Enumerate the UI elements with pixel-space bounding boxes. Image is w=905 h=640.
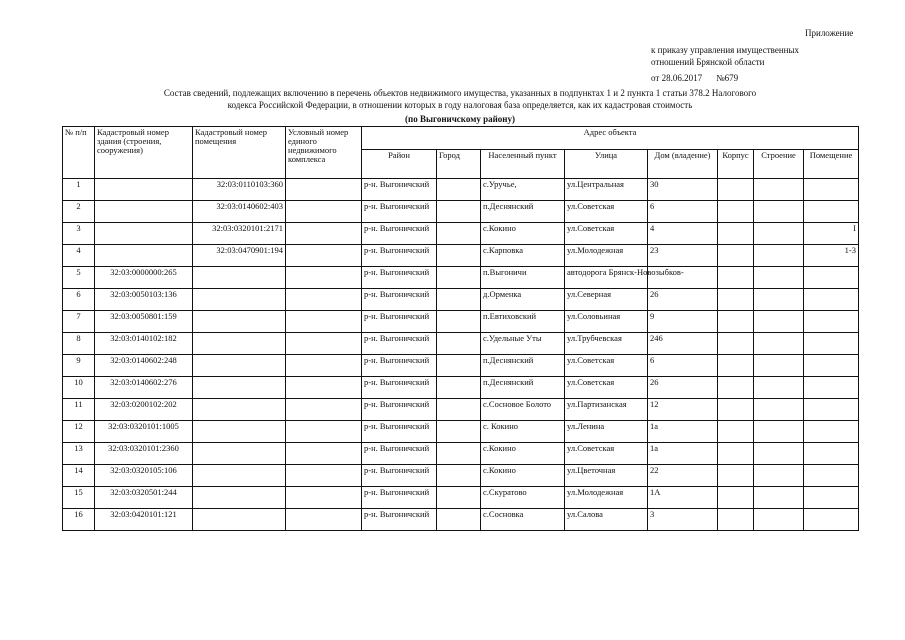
property-register-table [62, 126, 859, 531]
house-cell: 1А [648, 487, 718, 509]
room-cadastral-number [193, 289, 286, 311]
street-cell: ул.Трубчевская [565, 333, 648, 355]
building-cadastral-number: 32:03:0320501:244 [95, 487, 193, 509]
house-cell: 6 [648, 201, 718, 223]
city-cell [437, 245, 481, 267]
row-number: 15 [63, 487, 95, 509]
house-cell: 23 [648, 245, 718, 267]
row-number: 4 [63, 245, 95, 267]
settlement-cell: д.Орменка [481, 289, 565, 311]
settlement-cell: с. Кокино [481, 421, 565, 443]
house-cell: 9 [648, 311, 718, 333]
table-row [63, 421, 859, 443]
stroenie-cell [754, 443, 804, 465]
room-cadastral-number: 32:03:0110103:360 [193, 179, 286, 201]
district-cell: р-н. Выгоничский [362, 443, 437, 465]
table-row [63, 443, 859, 465]
city-cell [437, 509, 481, 531]
stroenie-cell [754, 377, 804, 399]
stroenie-cell [754, 201, 804, 223]
stroenie-cell [754, 245, 804, 267]
table-row [63, 289, 859, 311]
settlement-cell: с.Кокино [481, 443, 565, 465]
row-number: 5 [63, 267, 95, 289]
stroenie-cell [754, 267, 804, 289]
room-cadastral-number [193, 311, 286, 333]
room-cadastral-number [193, 421, 286, 443]
room-cadastral-number [193, 487, 286, 509]
table-row [63, 509, 859, 531]
city-cell [437, 487, 481, 509]
building-cadastral-number: 32:03:0320101:1005 [95, 421, 193, 443]
header-address-group: Адрес объекта [362, 127, 859, 150]
document-title-line-2: кодекса Российской Федерации, в отношении которых в году налоговая база определяется, как их кадастровая стоимость [227, 100, 693, 110]
korpus-cell [718, 289, 754, 311]
room-cadastral-number [193, 377, 286, 399]
street-cell: ул.Салова [565, 509, 648, 531]
street-cell: ул.Северная [565, 289, 648, 311]
header-street: Улица [565, 150, 648, 179]
room-cell [804, 443, 859, 465]
district-cell: р-н. Выгоничский [362, 355, 437, 377]
korpus-cell [718, 377, 754, 399]
conditional-number [286, 355, 362, 377]
settlement-cell: п.Деснянский [481, 201, 565, 223]
conditional-number [286, 377, 362, 399]
stroenie-cell [754, 311, 804, 333]
house-cell: 30 [648, 179, 718, 201]
table-row [63, 333, 859, 355]
building-cadastral-number: 32:03:0320101:2360 [95, 443, 193, 465]
conditional-number [286, 311, 362, 333]
city-cell [437, 465, 481, 487]
stroenie-cell [754, 355, 804, 377]
conditional-number [286, 421, 362, 443]
row-number: 6 [63, 289, 95, 311]
city-cell [437, 179, 481, 201]
conditional-number [286, 509, 362, 531]
korpus-cell [718, 267, 754, 289]
table-row [63, 201, 859, 223]
order-date-number [651, 72, 738, 84]
house-cell: 26 [648, 289, 718, 311]
row-number: 13 [63, 443, 95, 465]
street-cell: ул.Центральная [565, 179, 648, 201]
house-cell: 6 [648, 355, 718, 377]
order-reference-line-1: к приказу управления имущественных [651, 45, 800, 55]
korpus-cell [718, 487, 754, 509]
order-reference-line-2: отношений Брянской области [651, 57, 765, 67]
district-cell: р-н. Выгоничский [362, 311, 437, 333]
house-cell: 246 [648, 333, 718, 355]
district-cell: р-н. Выгоничский [362, 179, 437, 201]
table-row [63, 487, 859, 509]
building-cadastral-number: 32:03:0140602:248 [95, 355, 193, 377]
appendix-label: Приложение [805, 28, 854, 38]
room-cell [804, 355, 859, 377]
settlement-cell: с.Карповка [481, 245, 565, 267]
table-row [63, 223, 859, 245]
building-cadastral-number: 32:03:0140102:182 [95, 333, 193, 355]
conditional-number [286, 443, 362, 465]
district-cell: р-н. Выгоничский [362, 201, 437, 223]
settlement-cell: с.Удельные Уты [481, 333, 565, 355]
conditional-number [286, 245, 362, 267]
row-number: 14 [63, 465, 95, 487]
stroenie-cell [754, 399, 804, 421]
room-cell [804, 377, 859, 399]
street-cell: ул.Советская [565, 443, 648, 465]
settlement-cell: с.Скуратово [481, 487, 565, 509]
header-conditional-number: Условный номер единого недвижимого комплекса [286, 127, 362, 179]
building-cadastral-number: 32:03:0000000:265 [95, 267, 193, 289]
street-cell: ул.Ленина [565, 421, 648, 443]
korpus-cell [718, 443, 754, 465]
district-cell: р-н. Выгоничский [362, 267, 437, 289]
street-cell: ул.Советская [565, 201, 648, 223]
row-number: 16 [63, 509, 95, 531]
room-cadastral-number [193, 509, 286, 531]
header-city: Город [437, 150, 481, 179]
stroenie-cell [754, 223, 804, 245]
building-cadastral-number: 32:03:0420101:121 [95, 509, 193, 531]
header-stroenie: Строение [754, 150, 804, 179]
city-cell [437, 311, 481, 333]
building-cadastral-number [95, 201, 193, 223]
city-cell [437, 399, 481, 421]
korpus-cell [718, 333, 754, 355]
settlement-cell: с.Сосновка [481, 509, 565, 531]
district-cell: р-н. Выгоничский [362, 333, 437, 355]
district-cell: р-н. Выгоничский [362, 509, 437, 531]
header-num: № п/п [63, 127, 95, 179]
table-row [63, 311, 859, 333]
table-row [63, 245, 859, 267]
header-settlement: Населенный пункт [481, 150, 565, 179]
settlement-cell: п.Деснянский [481, 377, 565, 399]
row-number: 2 [63, 201, 95, 223]
table-row [63, 267, 859, 289]
conditional-number [286, 487, 362, 509]
room-cell: 1-3 [804, 245, 859, 267]
room-cell [804, 421, 859, 443]
room-cell [804, 201, 859, 223]
city-cell [437, 377, 481, 399]
building-cadastral-number: 32:03:0320105:106 [95, 465, 193, 487]
street-cell: ул.Соловьиная [565, 311, 648, 333]
korpus-cell [718, 421, 754, 443]
building-cadastral-number: 32:03:0050103:136 [95, 289, 193, 311]
street-cell: ул.Советская [565, 355, 648, 377]
table-row [63, 465, 859, 487]
house-cell: 1а [648, 421, 718, 443]
conditional-number [286, 465, 362, 487]
header-district: Район [362, 150, 437, 179]
document-title-district: (по Выгоничскому району) [405, 114, 515, 124]
room-cell [804, 333, 859, 355]
district-cell: р-н. Выгоничский [362, 421, 437, 443]
stroenie-cell [754, 179, 804, 201]
street-cell: ул.Молодежная [565, 245, 648, 267]
settlement-cell: п.Деснянский [481, 355, 565, 377]
table-row [63, 377, 859, 399]
room-cadastral-number [193, 443, 286, 465]
room-cell [804, 289, 859, 311]
room-cadastral-number: 32:03:0140602:403 [193, 201, 286, 223]
room-cell [804, 487, 859, 509]
district-cell: р-н. Выгоничский [362, 465, 437, 487]
conditional-number [286, 333, 362, 355]
room-cadastral-number: 32:03:0320101:2171 [193, 223, 286, 245]
district-cell: р-н. Выгоничский [362, 399, 437, 421]
street-cell: ул.Цветочная [565, 465, 648, 487]
house-cell: 22 [648, 465, 718, 487]
conditional-number [286, 201, 362, 223]
korpus-cell [718, 223, 754, 245]
korpus-cell [718, 311, 754, 333]
district-cell: р-н. Выгоничский [362, 487, 437, 509]
district-cell: р-н. Выгоничский [362, 223, 437, 245]
table-row [63, 399, 859, 421]
building-cadastral-number [95, 179, 193, 201]
table-body [63, 179, 859, 531]
order-number: №679 [716, 73, 739, 83]
row-number: 8 [63, 333, 95, 355]
city-cell [437, 223, 481, 245]
room-cadastral-number [193, 355, 286, 377]
room-cadastral-number [193, 399, 286, 421]
settlement-cell: п.Евтиховский [481, 311, 565, 333]
room-cell [804, 465, 859, 487]
row-number: 10 [63, 377, 95, 399]
conditional-number [286, 179, 362, 201]
korpus-cell [718, 201, 754, 223]
korpus-cell [718, 245, 754, 267]
street-cell: ул.Советская [565, 377, 648, 399]
district-cell: р-н. Выгоничский [362, 377, 437, 399]
house-cell: 12 [648, 399, 718, 421]
order-date: от 28.06.2017 [651, 73, 703, 83]
street-cell: ул.Советская [565, 223, 648, 245]
city-cell [437, 355, 481, 377]
city-cell [437, 289, 481, 311]
city-cell [437, 443, 481, 465]
header-korpus: Корпус [718, 150, 754, 179]
stroenie-cell [754, 487, 804, 509]
row-number: 9 [63, 355, 95, 377]
room-cell [804, 399, 859, 421]
row-number: 1 [63, 179, 95, 201]
korpus-cell [718, 179, 754, 201]
city-cell [437, 421, 481, 443]
room-cell [804, 311, 859, 333]
building-cadastral-number: 32:03:0140602:276 [95, 377, 193, 399]
document-title-line-1: Состав сведений, подлежащих включению в перечень объектов недвижимого имущества, указанных в подпунктах 1 и 2 пункта 1 статьи 378.2 Налогового [163, 88, 757, 98]
stroenie-cell [754, 289, 804, 311]
city-cell [437, 201, 481, 223]
header-room: Помещение [804, 150, 859, 179]
building-cadastral-number [95, 245, 193, 267]
row-number: 3 [63, 223, 95, 245]
room-cell [804, 267, 859, 289]
district-cell: р-н. Выгоничский [362, 289, 437, 311]
room-cadastral-number [193, 333, 286, 355]
street-cell: ул.Партизанская [565, 399, 648, 421]
stroenie-cell [754, 465, 804, 487]
settlement-cell: с.Кокино [481, 223, 565, 245]
header-room-cadastral: Кадастровый номер помещения [193, 127, 286, 179]
house-cell: 3 [648, 509, 718, 531]
house-cell: 1а [648, 443, 718, 465]
street-cell: ул.Молодежная [565, 487, 648, 509]
row-number: 11 [63, 399, 95, 421]
room-cell: I [804, 223, 859, 245]
stroenie-cell [754, 509, 804, 531]
room-cadastral-number: 32:03:0470901:194 [193, 245, 286, 267]
settlement-cell: с.Уручье, [481, 179, 565, 201]
room-cell [804, 509, 859, 531]
room-cell [804, 179, 859, 201]
street-cell: автодорога Брянск-Новозыбков- [565, 267, 648, 289]
settlement-cell: с.Кокино [481, 465, 565, 487]
conditional-number [286, 223, 362, 245]
conditional-number [286, 399, 362, 421]
settlement-cell: п.Выгоничи [481, 267, 565, 289]
city-cell [437, 333, 481, 355]
house-cell: 4 [648, 223, 718, 245]
building-cadastral-number: 32:03:0050801:159 [95, 311, 193, 333]
building-cadastral-number [95, 223, 193, 245]
stroenie-cell [754, 421, 804, 443]
header-house: Дом (владение) [648, 150, 718, 179]
table-row [63, 179, 859, 201]
conditional-number [286, 289, 362, 311]
table-row [63, 355, 859, 377]
conditional-number [286, 267, 362, 289]
korpus-cell [718, 399, 754, 421]
header-building-cadastral: Кадастровый номер здания (строения, сооружения) [95, 127, 193, 179]
korpus-cell [718, 509, 754, 531]
building-cadastral-number: 32:03:0200102:202 [95, 399, 193, 421]
district-cell: р-н. Выгоничский [362, 245, 437, 267]
settlement-cell: с.Сосновое Болото [481, 399, 565, 421]
row-number: 7 [63, 311, 95, 333]
row-number: 12 [63, 421, 95, 443]
city-cell [437, 267, 481, 289]
korpus-cell [718, 465, 754, 487]
korpus-cell [718, 355, 754, 377]
stroenie-cell [754, 333, 804, 355]
room-cadastral-number [193, 267, 286, 289]
room-cadastral-number [193, 465, 286, 487]
house-cell: 26 [648, 377, 718, 399]
